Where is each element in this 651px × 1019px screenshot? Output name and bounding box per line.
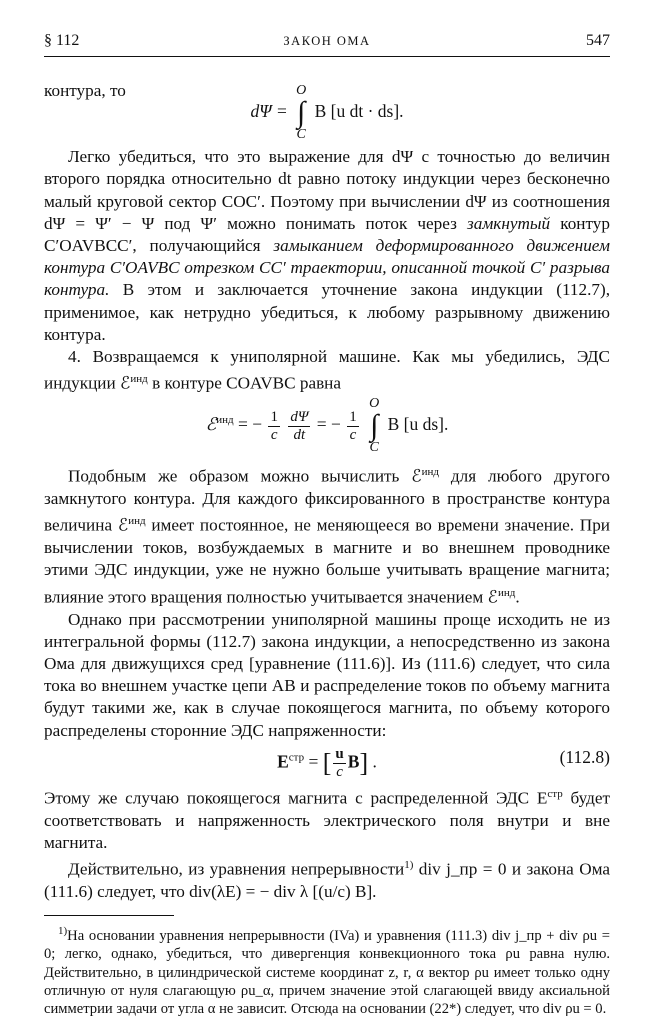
book-page: [44, 30, 611, 1018]
equation-flux: dΨ = O ∫ C B [u dt · ds].: [250, 83, 404, 143]
running-header: [44, 30, 610, 54]
integral-sign: O ∫ C: [296, 83, 307, 143]
equation-112-8: $E^{стр}$ = [ $\frac{u}{c}$ B] . (112.8): [277, 745, 610, 780]
page-number: 547: [586, 32, 610, 49]
header-rule: [44, 56, 610, 57]
paragraph-emf-constant: Подобным же образом можно вычислить ℰ$^{инд}$ для любого другого замкнутого контура. Для каждого фиксированного в пространстве контура величина ℰ$^{инд}$ имеет постоянное, не меняющееся во времени значение. При вычислении токов, возбуждаемых в магните и во внешнем проводнике этими ЭДС индукции, уже не нужно больше учитывать вращение магнита; влияние этого вращения полностью учитывается значением ℰ$^{инд}$.: [44, 466, 611, 607]
footnote-rule: [44, 915, 174, 916]
footnote: $^{1)}$На основании уравнения непрерывности (IVa) и уравнения (111.3) div j_пр + div ρu = 0; легко, однако, убедиться, что дивергенция конвекционного тока ρu равна нулю. Действительно, в цилиндрической системе координат z, r, α вектор ρu имеет только одну отличную от нуля слагающую ρu_α, причем значение этой слагающей ввиду аксиальной симметрии задачи от угла α не зависит. Отсюда на основании (22*) следует, что div ρu = 0.: [44, 925, 610, 1018]
paragraph-continuation: контура, то: [44, 81, 126, 100]
equation-emf: ℰ$^{инд}$ = − $\frac{1}{c}$ $\frac{d\Psi}{dt}$ = − $\frac{1}{c}$ O ∫ C B [u ds].: [205, 396, 449, 456]
integral-sign: O ∫ C: [369, 396, 380, 456]
paragraph-field: Этому же случаю покоящегося магнита с распределенной ЭДС $E^{стр}$ будет соответствовать и напряженность электрического поля внутри и вне магнита.: [44, 787, 610, 852]
equation-number: (112.8): [559, 746, 610, 767]
paragraph-flux-explanation: Легко убедиться, что это выражение для dΨ с точностью до величин второго порядка относительно dt равно потоку индукции через бесконечно малый круговой сектор COC′. Поэтому при вычислении dΨ из соотношения dΨ = Ψ′ − Ψ под Ψ′ можно понимать поток через замкнутый контур C′OAVBCC′, получающийся замыканием деформированного движением контура C′OAVBC отрезком CC′ траектории, описанной точкой C′ разрыва контура. В этом и заключается уточнение закона индукции (112.7), применимое, как нетрудно убедиться, к любому разрывному движению контура.: [44, 147, 610, 344]
paragraph-ohm-law: Однако при рассмотрении униполярной машины проще исходить не из интегральной формы (112.7) закона индукции, а непосредственно из закона Ома для движущихся сред [уравнение (111.6)]. Из (111.6) следует, что сила тока во внешнем участке цепи AB и распределение токов по объему магнита будут такими же, как в случае покоящегося магнита, по объему которого распределены сторонние ЭДС напряженности:: [44, 609, 610, 740]
paragraph-continuity: Действительно, из уравнения непрерывности$^{1)}$ div j_пр = 0 и закона Ома (111.6) следует, что div(λE) = − div λ [(u/c) B].: [44, 859, 611, 902]
main-text: [44, 80, 610, 1019]
chapter-title: ЗАКОН ОМА: [283, 34, 371, 48]
footnote-ref: 1): [404, 859, 414, 872]
paragraph-unipolar: 4. Возвращаемся к униполярной машине. Как мы убедились, ЭДС индукции ℰ$^{инд}$ в контуре COAVBC равна: [44, 347, 610, 393]
section-number: § 112: [44, 32, 80, 49]
